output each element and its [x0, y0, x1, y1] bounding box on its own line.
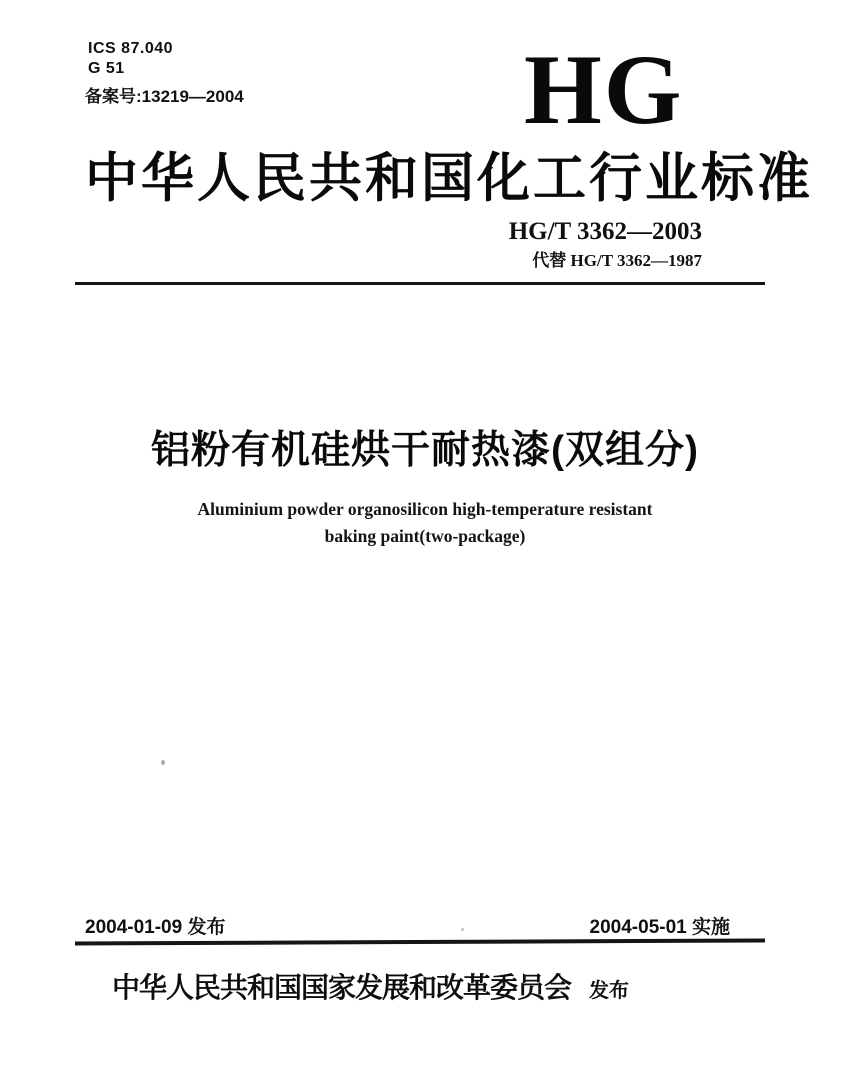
- standard-number: HG/T 3362—2003: [508, 218, 702, 245]
- chinese-title: 铝粉有机硅烘干耐热漆(双组分): [151, 429, 699, 472]
- issuing-authority: 中华人民共和国国家发展和改革委员会: [112, 972, 572, 1003]
- ics-code: ICS 87.040: [88, 40, 174, 57]
- footer-divider: [75, 938, 765, 945]
- replaced-standard-note: 代替 HG/T 3362—1987: [532, 251, 702, 270]
- scan-artifact: [161, 760, 165, 765]
- issued-label: 发布: [589, 980, 630, 1002]
- english-title-line1: Aluminium powder organosilicon high-temperature resistant: [197, 499, 653, 519]
- issue-date: 2004-01-09 发布: [85, 917, 226, 938]
- hg-logo: HG: [524, 34, 684, 145]
- english-title-line2: baking paint(two-package): [324, 526, 526, 546]
- record-number: 备案号:13219—2004: [85, 87, 244, 106]
- standard-category-title: 中华人民共和国化工行业标准: [85, 150, 813, 208]
- issuer-row: [112, 966, 629, 1006]
- implementation-date: 2004-05-01 实施: [589, 917, 730, 938]
- document-class-code: G 51: [88, 60, 125, 77]
- scan-artifact: [461, 928, 464, 931]
- header-divider: [75, 282, 765, 285]
